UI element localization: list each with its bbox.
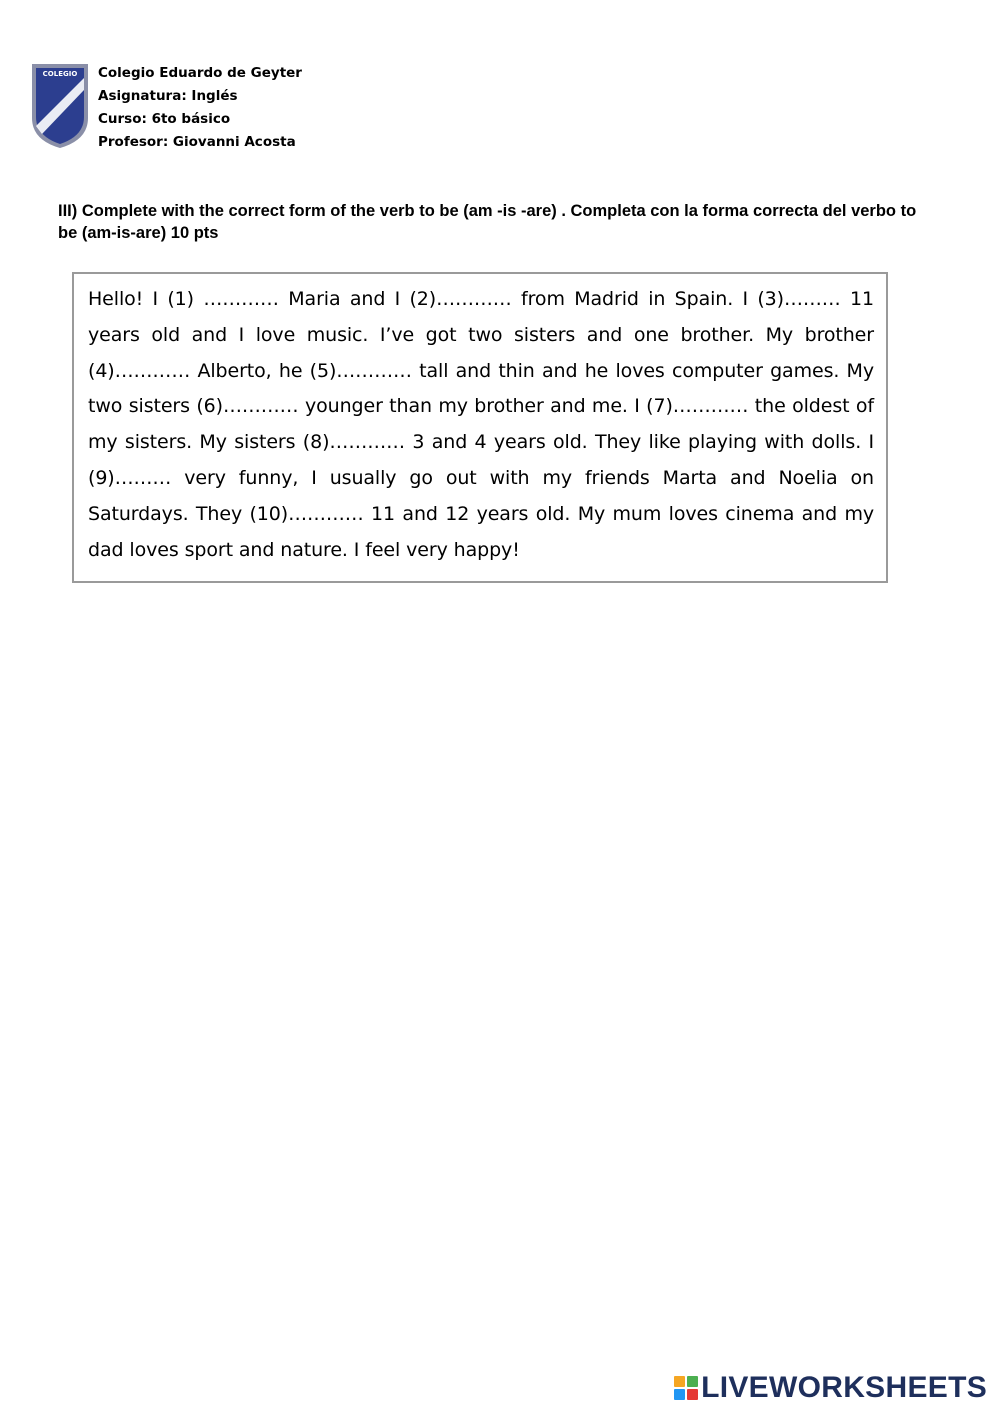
passage-box <box>72 272 888 583</box>
school-crest-logo <box>28 60 92 150</box>
logo-blocks-icon <box>674 1376 698 1400</box>
exercise-instruction: III) Complete with the correct form of the verb to be (am -is -are) . Completa con la forma correcta del verbo to be (am-is-are) 10 pts <box>58 202 917 242</box>
school-info <box>98 62 302 154</box>
crest-shield-icon <box>28 60 92 150</box>
teacher-label: Profesor: Giovanni Acosta <box>98 134 296 150</box>
logo-block-3 <box>674 1389 685 1400</box>
logo-block-4 <box>687 1389 698 1400</box>
passage-text: Hello! I (1) ………… Maria and I (2)………… from Madrid in Spain. I (3)……… 11 years old and I love music. I’ve got two sisters and one brother. My brother (4)………… Alberto, he (5)………… tall and thin and he loves computer games. My two sisters (6)………… younger than my brother and me. I (7)………… the oldest of my sisters. My sisters (8)………… 3 and 4 years old. They like playing with dolls. I (9)……… very funny, I usually go out with my friends Marta and Noelia on Saturdays. They (10)………… 11 and 12 years old. My mum loves cinema and my dad loves sport and nature. I feel very happy! <box>88 288 874 561</box>
course-label: Curso: 6to básico <box>98 111 231 127</box>
school-name: Colegio Eduardo de Geyter <box>98 65 302 81</box>
logo-block-1 <box>674 1376 685 1387</box>
subject-label: Asignatura: Inglés <box>98 88 238 104</box>
liveworksheets-logo <box>674 1370 987 1406</box>
logo-wordmark: LIVEWORKSHEETS <box>701 1371 987 1404</box>
logo-block-2 <box>687 1376 698 1387</box>
svg-text:COLEGIO: COLEGIO <box>42 70 78 78</box>
